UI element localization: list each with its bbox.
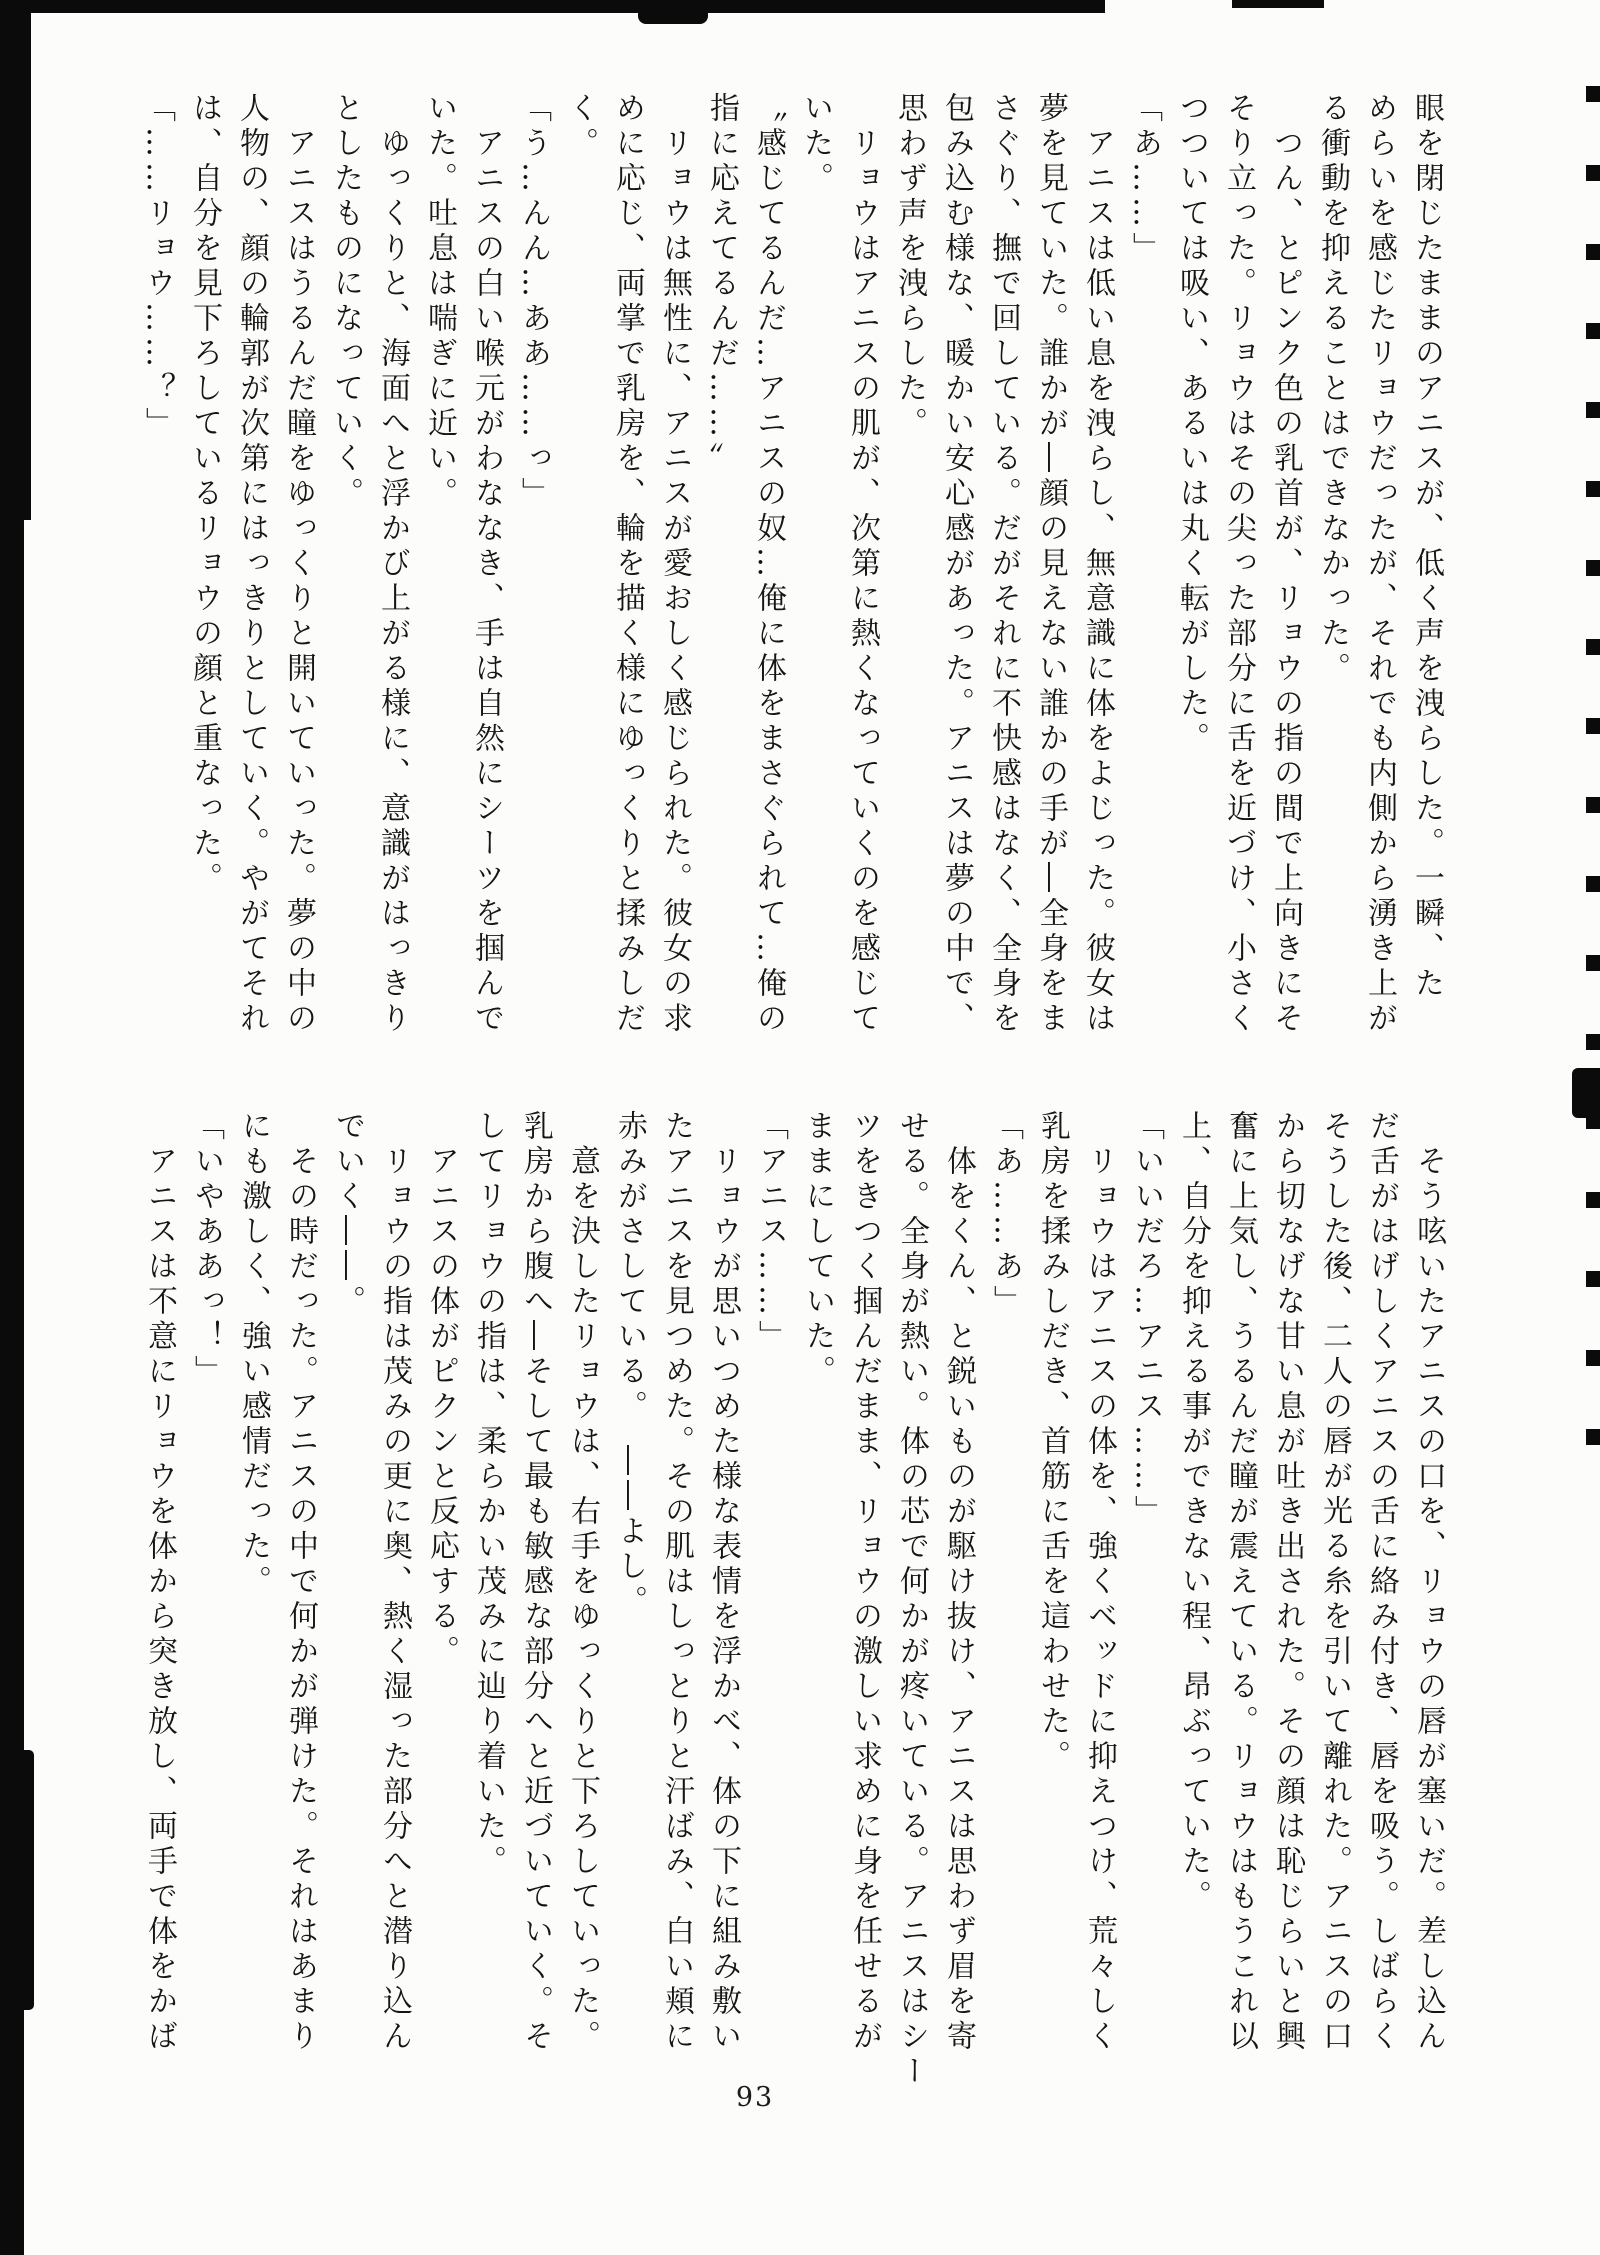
scan-artifact-left-edge <box>24 0 31 520</box>
text-column: ままにしていた。 <box>800 1110 835 1390</box>
text-column: 「いいだろ…アニス……」 <box>1129 1110 1164 1530</box>
text-column: アニスの体がピクンと反応する。 <box>424 1110 459 1670</box>
text-column: アニスはうるんだ瞳をゆっくりと開いていった。夢の中の <box>281 92 316 1037</box>
text-column: そり立った。リョウはその尖った部分に舌を近づけ、小さく <box>1221 92 1256 1037</box>
text-column: リョウはアニスの肌が、次第に熱くなっていくのを感じて <box>845 92 880 1037</box>
text-column: でいく――。 <box>330 1110 365 1320</box>
text-column: ツをきつく掴んだまま、リョウの激しい求めに身を任せるが <box>847 1110 882 2055</box>
text-column: く。 <box>563 92 598 162</box>
scan-artifact-right-edge <box>1586 86 1600 1496</box>
text-block-top <box>134 92 1450 1097</box>
text-column: せる。全身が熱い。体の芯で何かが疼いている。アニスはシー <box>894 1110 929 2090</box>
text-column: 指に応えてるんだ……〟 <box>704 92 739 477</box>
text-column: その時だった。アニスの中で何かが弾けた。それはあまり <box>283 1110 318 2055</box>
text-column: ゆっくりと、海面へと浮かび上がる様に、意識がはっきり <box>375 92 410 1037</box>
text-column: 「アニス……」 <box>753 1110 788 1355</box>
text-column: から切なげな甘い息が吐き出された。その顔は恥じらいと興 <box>1270 1110 1305 2055</box>
text-column: 上、自分を抑える事ができない程、昂ぶっていた。 <box>1176 1110 1211 1915</box>
page-number: 93 <box>735 2082 775 2113</box>
text-column: そう呟いたアニスの口を、リョウの唇が塞いだ。差し込ん <box>1411 1110 1446 2055</box>
text-column: めらいを感じたリョウだったが、それでも内側から湧き上が <box>1362 92 1397 1037</box>
text-column: アニスの白い喉元がわななき、手は自然にシーツを掴んで <box>469 92 504 1037</box>
text-column: 〝感じてるんだ…アニスの奴…俺に体をまさぐられて…俺の <box>751 92 786 1037</box>
text-column: る衝動を抑えることはできなかった。 <box>1315 92 1350 687</box>
text-column: 奮に上気し、うるんだ瞳が震えている。リョウはもうこれ以 <box>1223 1110 1258 2055</box>
text-column: アニスは不意にリョウを体から突き放し、両手で体をかば <box>142 1110 177 2055</box>
text-column: 「……リョウ……？」 <box>140 92 175 442</box>
text-column: してリョウの指は、柔らかい茂みに辿り着いた。 <box>471 1110 506 1880</box>
text-column: 「いやああっ！」 <box>189 1110 224 1390</box>
text-column: 「あ……」 <box>1127 92 1162 267</box>
text-column: そうした後、二人の唇が光る糸を引いて離れた。アニスの口 <box>1317 1110 1352 2055</box>
scan-artifact-right-edge <box>1572 1068 1600 1118</box>
text-column: 赤みがさしている。 ――よし。 <box>612 1110 647 1620</box>
text-column: リョウは無性に、アニスが愛おしく感じられた。彼女の求 <box>657 92 692 1037</box>
text-column: 人物の、顔の輪郭が次第にはっきりとしていく。やがてそれ <box>234 92 269 1037</box>
text-column: つん、とピンク色の乳首が、リョウの指の間で上向きにそ <box>1268 92 1303 1037</box>
text-block-bottom <box>136 1110 1452 2115</box>
text-column: リョウはアニスの体を、強くベッドに抑えつけ、荒々しく <box>1082 1110 1117 2055</box>
text-column: リョウの指は茂みの更に奥、熱く湿った部分へと潜り込ん <box>377 1110 412 2055</box>
text-column: 乳房を揉みしだき、首筋に舌を這わせた。 <box>1035 1110 1070 1775</box>
text-column: さぐり、撫で回している。だがそれに不快感はなく、全身を <box>986 92 1021 1037</box>
text-column: 夢を見ていた。誰かが―顔の見えない誰かの手が―全身をま <box>1033 92 1068 1037</box>
text-column: たアニスを見つめた。その肌はしっとりと汗ばみ、白い頬に <box>659 1110 694 2055</box>
text-column: いた。吐息は喘ぎに近い。 <box>422 92 457 512</box>
scan-artifact-top-edge <box>0 0 1105 13</box>
text-column: 思わず声を洩らした。 <box>892 92 927 442</box>
scan-artifact-left-edge <box>0 0 24 2255</box>
text-column: リョウが思いつめた様な表情を浮かべ、体の下に組み敷い <box>706 1110 741 2055</box>
text-column: 体をくん、と鋭いものが駆け抜け、アニスは思わず眉を寄 <box>941 1110 976 2055</box>
text-column: アニスは低い息を洩らし、無意識に体をよじった。彼女は <box>1080 92 1115 1037</box>
text-column: 意を決したリョウは、右手をゆっくりと下ろしていった。 <box>565 1110 600 2055</box>
text-column: いた。 <box>798 92 833 197</box>
text-column: は、自分を見下ろしているリョウの顔と重なった。 <box>187 92 222 897</box>
text-column: 眼を閉じたままのアニスが、低く声を洩らした。一瞬、た <box>1409 92 1444 1002</box>
scan-artifact-top-edge <box>1232 0 1324 8</box>
text-column: つついては吸い、あるいは丸く転がした。 <box>1174 92 1209 757</box>
text-column: めに応じ、両掌で乳房を、輪を描く様にゆっくりと揉みしだ <box>610 92 645 1037</box>
text-column: にも激しく、強い感情だった。 <box>236 1110 271 1600</box>
text-column: 「あ……あ」 <box>988 1110 1023 1320</box>
text-column: としたものになっていく。 <box>328 92 363 512</box>
text-column: 包み込む様な、暖かい安心感があった。アニスは夢の中で、 <box>939 92 974 1037</box>
text-column: 乳房から腹へ―そして最も敏感な部分へと近づいていく。そ <box>518 1110 553 2055</box>
scan-artifact-left-edge <box>24 1750 34 2010</box>
text-column: 「う…んん…ああ……っ」 <box>516 92 551 512</box>
text-column: だ舌がはげしくアニスの舌に絡み付き、唇を吸う。しばらく <box>1364 1110 1399 2055</box>
scan-artifact-top-edge <box>638 0 708 24</box>
